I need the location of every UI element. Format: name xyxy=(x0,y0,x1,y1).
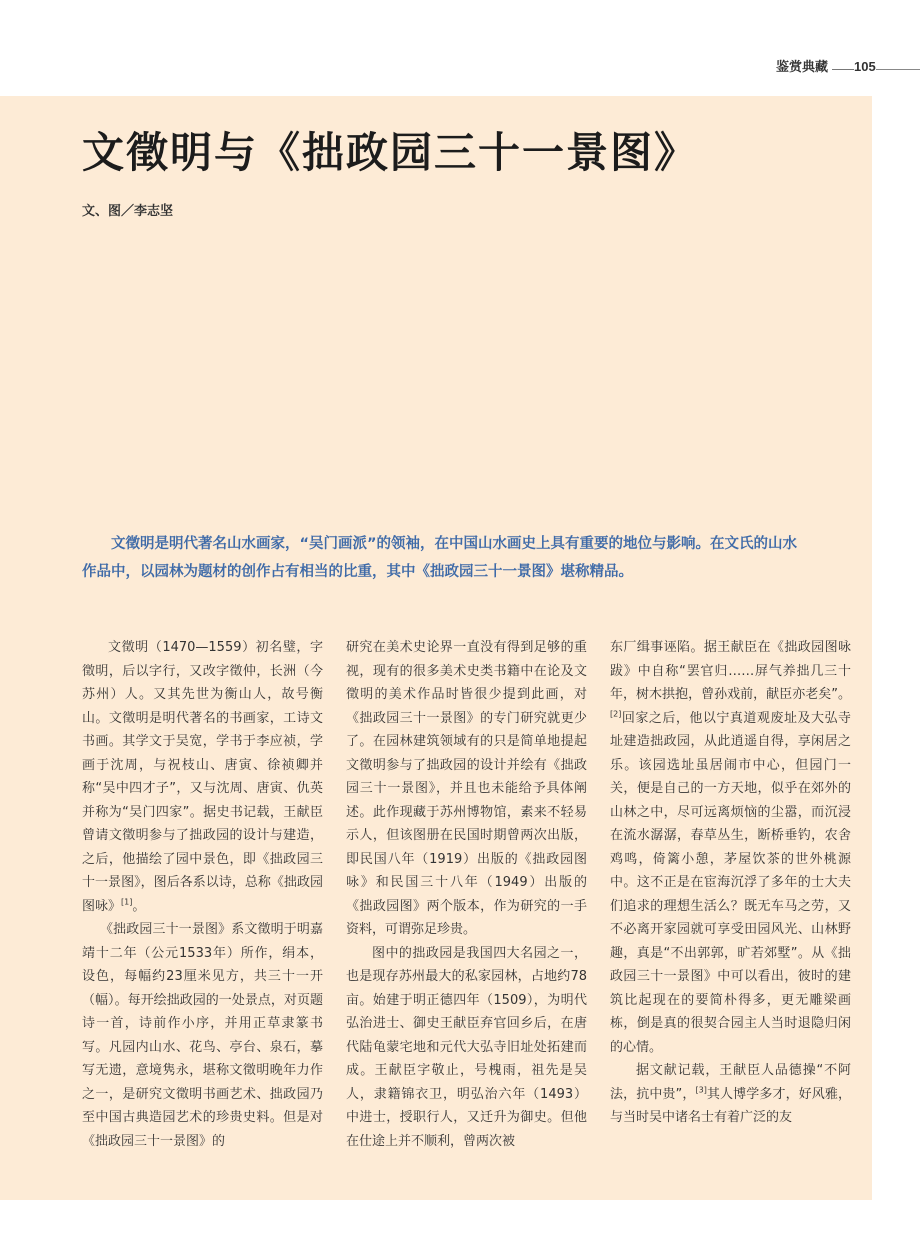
body-column-1 xyxy=(82,636,323,1153)
footnote-ref: [1] xyxy=(121,897,133,907)
footnote-ref: [2] xyxy=(610,709,622,719)
byline: 文、图／李志坚 xyxy=(82,204,174,219)
footnote-ref: [3] xyxy=(695,1085,707,1095)
body-paragraph: 《拙政园三十一景图》系文徵明于明嘉靖十二年（公元1533年）所作，绢本，设色，每幅约23厘米见方，共三十一开（幅）。每开绘拙政园的一处景点，对页题诗一首，诗前作小序，并用正草隶篆书写。凡园内山水、花鸟、亭台、泉石，摹写无遗，意境隽永，堪称文徵明晚年力作之一，是研究文徵明书画艺术、拙政园乃至中国古典造园艺术的珍贵史料。但是对《拙政园三十一景图》的 xyxy=(82,922,323,1149)
header-rule xyxy=(876,69,920,70)
body-paragraph: 东厂缉事诬陷。据王献臣在《拙政园图咏跋》中自称“罢官归……屏气养拙几三十年，树木拱抱，曾孙戏前，献臣亦老矣”。[2]回家之后，他以宁真道观废址及大弘寺址建造拙政园，从此逍遥自得，享闲居之乐。该园选址虽居闹市中心，但园门一关，便是自己的一方天地，似乎在郊外的山林之中，尽可远离烦恼的尘嚣，而沉浸在流水潺潺，春草丛生，断桥垂钓，农舍鸡鸣，倚篱小憩，茅屋饮茶的世外桃源中。这不正是在宦海沉浮了多年的士大夫们追求的理想生活么？既无车马之劳，又不必离开家园就可享受田园风光、山林野趣，真是“不出郭郭，旷若郊墅”。从《拙政园三十一景图》中可以看出，彼时的建筑比起现在的要简朴得多，更无雕梁画栋，倒是真的很契合园主人当时退隐归闲的心情。 xyxy=(610,640,851,1055)
article-title: 文徵明与《拙政园三十一景图》 xyxy=(82,128,699,177)
running-head xyxy=(776,56,876,75)
page-number: 105 xyxy=(832,59,876,74)
body-paragraph: 文徵明（1470—1559）初名璧，字徵明，后以字行，又改字徵仲，长洲（今苏州）人。又其先世为衡山人，故号衡山。文徵明是明代著名的书画家，工诗文书画。其学文于吴宽，学书于李应祯，学画于沈周，与祝枝山、唐寅、徐祯卿并称“吴中四才子”，又与沈周、唐寅、仇英并称为“吴门四家”。据史书记载，王献臣曾请文徵明参与了拙政园的设计与建造，之后，他描绘了园中景色，即《拙政园三十一景图》，图后各系以诗，总称《拙政园图咏》[1]。 xyxy=(82,640,323,914)
body-paragraph: 据文献记载，王献臣人品德操“不阿法，抗中贵”，[3]其人博学多才，好风雅，与当时吴中诸名士有着广泛的友 xyxy=(610,1063,851,1125)
body-paragraph: 图中的拙政园是我国四大名园之一，也是现存苏州最大的私家园林，占地约78亩。始建于明正德四年（1509），为明代弘治进士、御史王献臣弃官回乡后，在唐代陆龟蒙宅地和元代大弘寺旧址处拓建而成。王献臣字敬止，号槐雨，祖先是吴人，隶籍锦衣卫，明弘治六年（1493）中进士，授职行人，又迁升为御史。但他在仕途上并不顺利，曾两次被 xyxy=(346,945,587,1149)
body-column-3 xyxy=(610,636,851,1130)
body-column-2 xyxy=(346,636,587,1153)
lede-paragraph: 文徵明是明代著名山水画家，“吴门画派”的领袖，在中国山水画史上具有重要的地位与影响。在文氏的山水作品中，以园林为题材的创作占有相当的比重，其中《拙政园三十一景图》堪称精品。 xyxy=(82,536,798,580)
body-paragraph: 研究在美术史论界一直没有得到足够的重视，现有的很多美术史类书籍中在论及文徵明的美术作品时皆很少提到此画，对《拙政园三十一景图》的专门研究就更少了。在园林建筑领域有的只是简单地提起文徵明参与了拙政园的设计并绘有《拙政园三十一景图》，并且也未能给予具体阐述。此作现藏于苏州博物馆，素来不轻易示人，但该图册在民国时期曾两次出版，即民国八年（1919）出版的《拙政园图咏》和民国三十八年（1949）出版的《拙政园图》两个版本，作为研究的一手资料，可谓弥足珍贵。 xyxy=(346,640,587,937)
section-name: 鉴赏典藏 xyxy=(776,60,829,75)
